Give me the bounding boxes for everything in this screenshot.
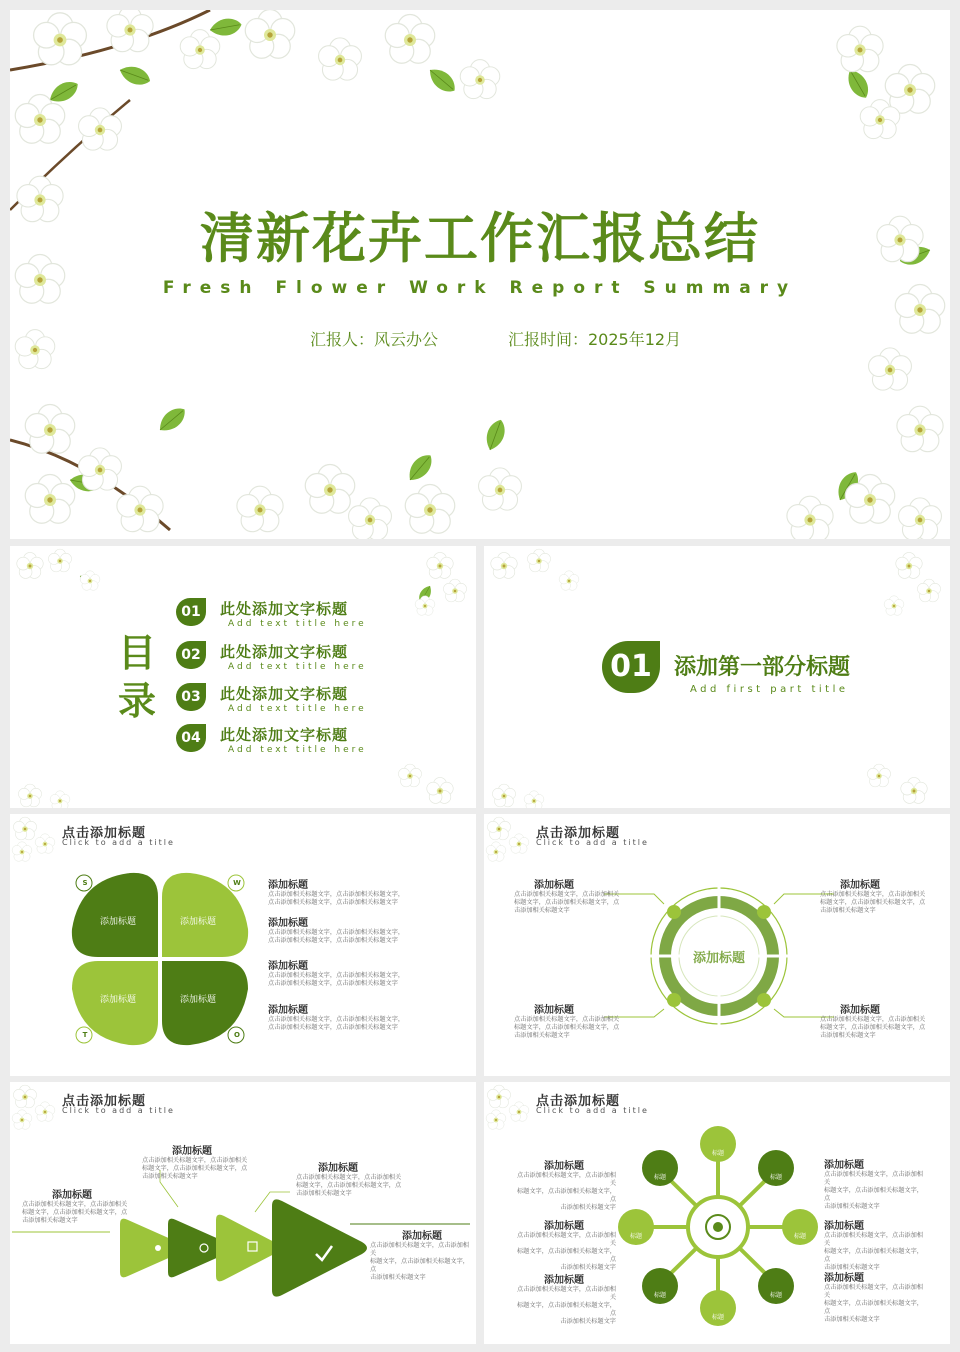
toc-item-sub: Add text title here (228, 619, 367, 629)
section-number: 01 (602, 641, 660, 693)
slide-subtitle: Click to add a title (536, 838, 649, 847)
node-label[interactable]: 标题 (653, 1174, 666, 1181)
section-subtitle: Add first part title (690, 684, 849, 695)
item-text: 点击添加相关标题文字，点击添加相关标题文字 (268, 937, 398, 944)
item-text: 击添加相关标题文字 (560, 1264, 616, 1271)
petal-diagram (70, 869, 250, 1049)
node-label[interactable]: 标题 (711, 1150, 724, 1157)
item-text: 标题文字，点击添加相关标题文字，点 (370, 1258, 469, 1273)
item-text: 点击添加相关标题文字，点击添加相关标题文字， (268, 1016, 405, 1023)
item-text: 点击添加相关标题文字，点击添加相关标题文字 (268, 899, 398, 906)
item-text: 标题文字，点击添加相关标题文字，点 (824, 1300, 923, 1315)
text-block (296, 1159, 416, 1198)
item-text: 标题文字，点击添加相关标题文字，点 (514, 899, 620, 906)
item-label[interactable]: 添加标题 (824, 1273, 864, 1284)
node-label[interactable]: 标题 (711, 1314, 724, 1321)
item-label[interactable]: 添加标题 (268, 918, 308, 929)
ring-center-label[interactable]: 添加标题 (692, 951, 745, 966)
slide-subtitle: Click to add a title (62, 1106, 175, 1115)
item-text: 标题文字，点击添加相关标题文字，点 (517, 1302, 616, 1317)
ring-slide[interactable] (484, 814, 950, 1076)
item-label[interactable]: 添加标题 (840, 880, 880, 891)
item-text: 标题文字，点击添加相关标题文字，点 (517, 1188, 616, 1203)
item-text: 点击添加相关标题文字，点击添加相关 (820, 1016, 926, 1023)
cover-subtitle: Fresh Flower Work Report Summary (162, 278, 798, 298)
item-text: 击添加相关标题文字 (370, 1274, 426, 1281)
item-label[interactable]: 添加标题 (544, 1275, 584, 1286)
toc-item-title[interactable]: 此处添加文字标题 (220, 643, 349, 661)
text-block (824, 1217, 928, 1272)
text-block (512, 1271, 616, 1326)
item-text: 标题文字，点击添加相关标题文字，点 (514, 1024, 620, 1031)
item-label[interactable]: 添加标题 (824, 1160, 864, 1171)
item-text: 标题文字，点击添加相关标题文字，点 (820, 899, 926, 906)
toc-item-sub: Add text title here (228, 704, 367, 714)
item-text: 击添加相关标题文字 (824, 1203, 880, 1210)
item-text: 击添加相关标题文字 (820, 1032, 876, 1039)
item-text: 击添加相关标题文字 (560, 1318, 616, 1325)
toc-number: 04 (176, 724, 206, 752)
item-text: 点击添加相关标题文字，点击添加相关 (514, 1016, 620, 1023)
slide-title[interactable]: 点击添加标题 (62, 1094, 147, 1109)
item-text: 点击添加相关标题文字，点击添加相关 (824, 1232, 923, 1247)
cover-time: 汇报时间：2025年12月 (508, 330, 682, 349)
text-block (370, 1227, 474, 1282)
item-text: 点击添加相关标题文字，点击添加相关 (820, 891, 926, 898)
item-label[interactable]: 添加标题 (268, 1005, 308, 1016)
item-text: 击添加相关标题文字 (824, 1264, 880, 1271)
item-label[interactable]: 添加标题 (534, 1005, 574, 1016)
item-text: 击添加相关标题文字 (514, 1032, 570, 1039)
text-block (512, 1217, 616, 1272)
item-text: 点击添加相关标题文字，点击添加相关标题文字， (268, 972, 405, 979)
text-block (268, 1001, 404, 1032)
item-label[interactable]: 添加标题 (318, 1163, 358, 1174)
item-text: 标题文字，点击添加相关标题文字，点 (824, 1187, 923, 1202)
item-text: 击添加相关标题文字 (824, 1316, 880, 1323)
item-text: 点击添加相关标题文字，点击添加相关 (517, 1232, 616, 1247)
item-label[interactable]: 添加标题 (544, 1161, 584, 1172)
toc-slide[interactable] (10, 546, 476, 808)
cover-title: 清新花卉工作汇报总结 (200, 207, 760, 270)
node-label[interactable]: 标题 (629, 1233, 642, 1240)
slide-subtitle: Click to add a title (62, 838, 175, 847)
toc-heading-2: 录 (118, 679, 157, 723)
item-label[interactable]: 添加标题 (268, 880, 308, 891)
flower-decoration (10, 546, 476, 808)
toc-number: 02 (176, 641, 206, 669)
petal-label[interactable]: 添加标题 (179, 917, 216, 927)
item-text: 标题文字，点击添加相关标题文字，点 (517, 1248, 616, 1263)
item-text: 点击添加相关标题文字，点击添加相关 (517, 1286, 616, 1301)
text-block (268, 876, 404, 907)
item-text: 击添加相关标题文字 (142, 1173, 198, 1180)
item-text: 标题文字，点击添加相关标题文字，点 (142, 1165, 248, 1172)
item-label[interactable]: 添加标题 (52, 1190, 92, 1201)
item-text: 标题文字，点击添加相关标题文字，点 (296, 1182, 402, 1189)
item-text: 标题文字，点击添加相关标题文字，点 (22, 1209, 128, 1216)
text-block (514, 1001, 624, 1040)
toc-number: 01 (176, 598, 206, 626)
arrow-slide[interactable] (10, 1082, 476, 1344)
slide-title[interactable]: 点击添加标题 (536, 1094, 621, 1109)
text-block (268, 914, 404, 945)
toc-item-title[interactable]: 此处添加文字标题 (220, 726, 349, 744)
text-block (514, 876, 624, 915)
slide-subtitle: Click to add a title (536, 1106, 649, 1115)
item-text: 标题文字，点击添加相关标题文字，点 (824, 1248, 923, 1263)
item-label[interactable]: 添加标题 (840, 1005, 880, 1016)
toc-item-title[interactable]: 此处添加文字标题 (220, 685, 349, 703)
item-text: 点击添加相关标题文字，点击添加相关标题文字 (268, 1024, 398, 1031)
toc-item-sub: Add text title here (228, 745, 367, 755)
swot-letter: S (82, 879, 88, 887)
item-label[interactable]: 添加标题 (534, 880, 574, 891)
text-block (142, 1142, 262, 1181)
item-text: 击添加相关标题文字 (22, 1217, 78, 1224)
item-text: 点击添加相关标题文字，点击添加相关标题文字， (268, 891, 405, 898)
toc-item-title[interactable]: 此处添加文字标题 (220, 600, 349, 618)
cover-reporter: 汇报人：风云办公 (310, 330, 439, 349)
text-block (512, 1157, 616, 1212)
text-block (268, 957, 404, 988)
item-text: 点击添加相关标题文字，点击添加相关 (824, 1171, 923, 1186)
item-text: 点击添加相关标题文字，点击添加相关 (824, 1284, 923, 1299)
petal-label[interactable]: 添加标题 (99, 995, 136, 1005)
petal-label[interactable]: 添加标题 (179, 995, 216, 1005)
item-text: 点击添加相关标题文字，点击添加相关 (370, 1242, 469, 1257)
item-label[interactable]: 添加标题 (544, 1221, 584, 1232)
item-text: 击添加相关标题文字 (296, 1190, 352, 1197)
text-block (820, 1001, 930, 1040)
item-label[interactable]: 添加标题 (172, 1146, 212, 1157)
text-block (824, 1156, 928, 1211)
section-title[interactable]: 添加第一部分标题 (674, 655, 851, 680)
item-label[interactable]: 添加标题 (824, 1221, 864, 1232)
swot-letter: T (82, 1031, 88, 1039)
swot-letter: W (233, 879, 241, 887)
flower-decoration (10, 10, 950, 539)
slide-title[interactable]: 点击添加标题 (536, 826, 621, 841)
item-text: 击添加相关标题文字 (820, 907, 876, 914)
item-label[interactable]: 添加标题 (402, 1231, 442, 1242)
item-text: 点击添加相关标题文字，点击添加相关 (142, 1157, 248, 1164)
item-text: 标题文字，点击添加相关标题文字，点 (820, 1024, 926, 1031)
section-slide[interactable] (484, 546, 950, 808)
cover-slide[interactable] (10, 10, 950, 539)
item-text: 点击添加相关标题文字，点击添加相关标题文字， (268, 929, 405, 936)
node-label[interactable]: 标题 (769, 1292, 782, 1299)
toc-number: 03 (176, 683, 206, 711)
item-text: 点击添加相关标题文字，点击添加相关 (22, 1201, 128, 1208)
text-block (824, 1269, 928, 1324)
node-label[interactable]: 标题 (653, 1292, 666, 1299)
node-label[interactable]: 标题 (769, 1174, 782, 1181)
item-text: 点击添加相关标题文字，点击添加相关 (296, 1174, 402, 1181)
slide-title[interactable]: 点击添加标题 (62, 826, 147, 841)
item-text: 击添加相关标题文字 (560, 1204, 616, 1211)
toc-item-sub: Add text title here (228, 662, 367, 672)
item-text: 击添加相关标题文字 (514, 907, 570, 914)
text-block (22, 1186, 142, 1225)
item-text: 点击添加相关标题文字，点击添加相关 (517, 1172, 616, 1187)
toc-heading-1: 目 (118, 631, 157, 675)
node-label[interactable]: 标题 (793, 1233, 806, 1240)
item-text: 点击添加相关标题文字，点击添加相关标题文字 (268, 980, 398, 987)
petal-label[interactable]: 添加标题 (99, 917, 136, 927)
text-block (820, 876, 930, 915)
radial-slide[interactable] (484, 1082, 950, 1344)
petal-slide[interactable] (10, 814, 476, 1076)
item-text: 点击添加相关标题文字，点击添加相关 (514, 891, 620, 898)
swot-letter: O (234, 1031, 240, 1039)
item-label[interactable]: 添加标题 (268, 961, 308, 972)
